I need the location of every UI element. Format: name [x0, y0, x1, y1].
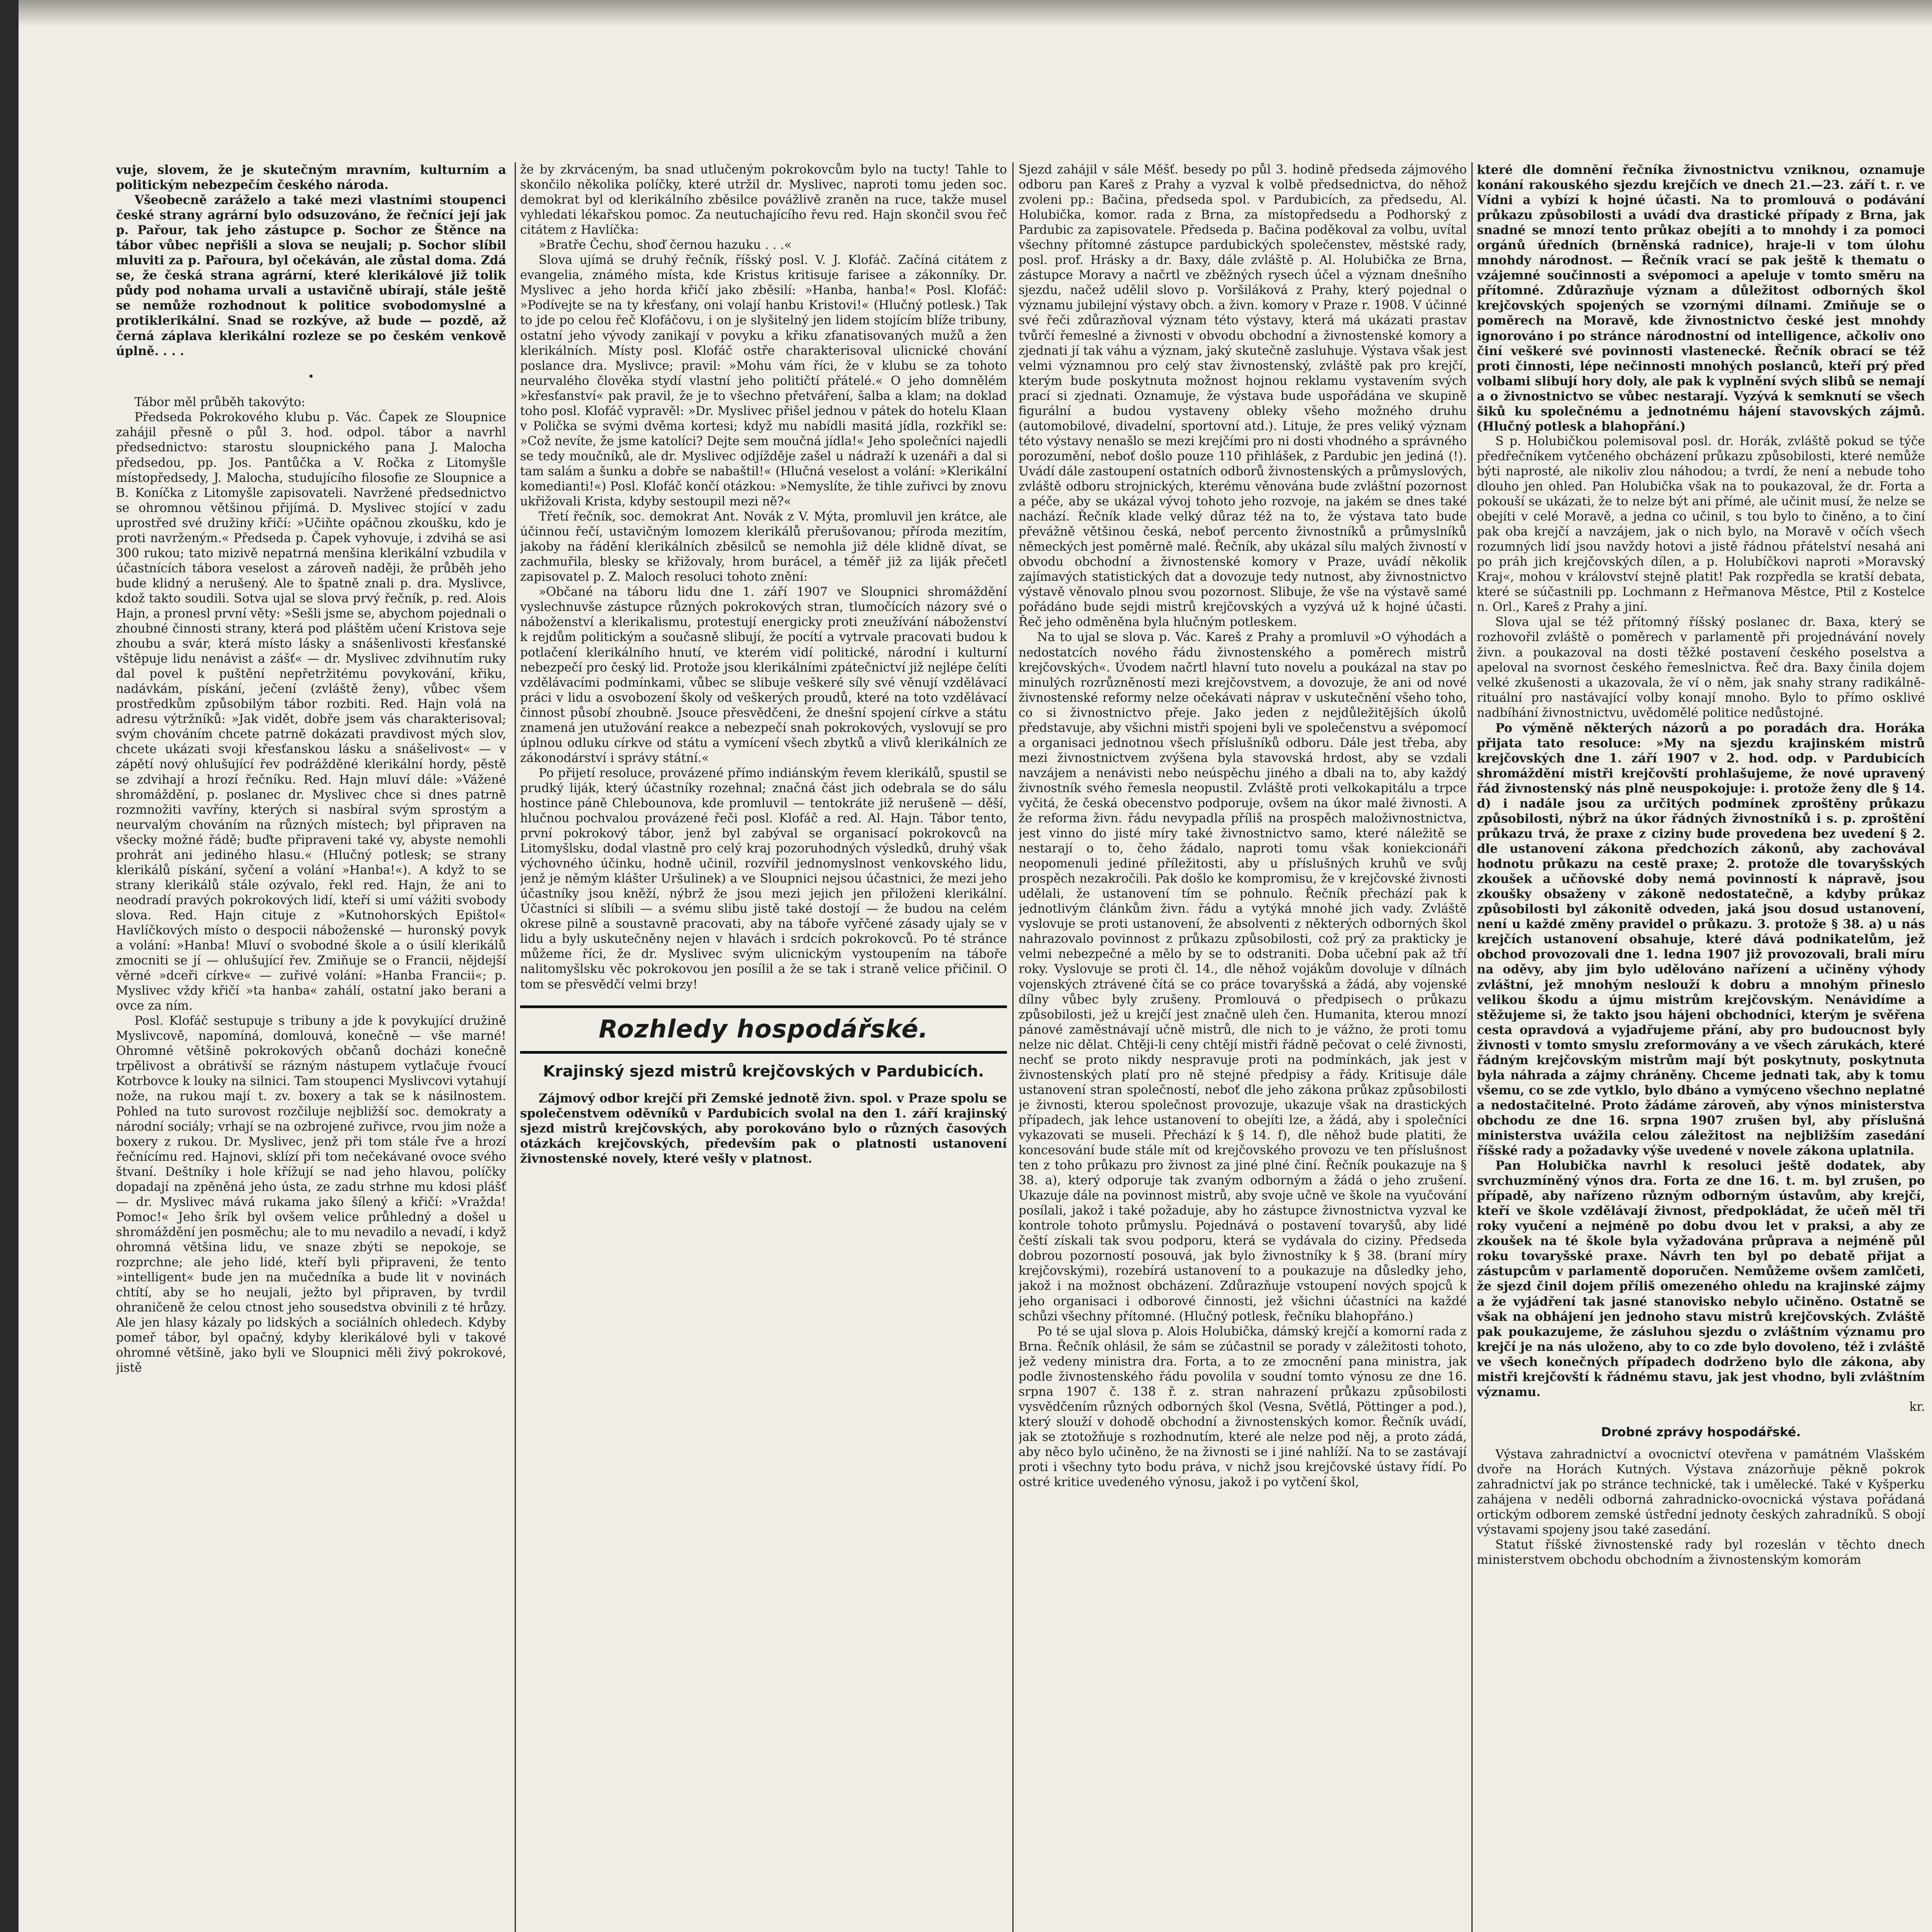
paragraph: Předseda Pokrokového klubu p. Vác. Čapek ze Sloupnice zahájil přesně o půl 3. hod. odpol. tábor a navrhl předsednictvo: starostu sloupnického pana J. Malocha předsedou, pp. Jos. Pantůčka a V. Ročka z Litomyšle místopředsedy, J. Malocha, studujícího filosofie ze Sloupnice a B. Koníčka z Litomyšle zapisovateli. Navržené předsednictvo se ohromnou většinou přijímá. D. Myslivec stojící v zadu uprostřed své družiny křičí: »Učiňte opáčnou zkoušku, kdo je proti navrženým.« Předseda p. Čapek vyhovuje, i zdvihá se asi 300 rukou; tato mizivě nepatrná menšina klerikální vzbudila v účastnících tábora veselost a zároveň naději, že průběh jeho bude klidný a nerušený. Ale to špatně znali p. dra. Myslivce, kdož takto soudili. Sotva ujal se slova prvý řečník, p. red. Alois Hajn, a pronesl první věty: »Sešli jsme se, abychom pojednali o zhoubné činnosti strany, která pod pláštěm učení Kristova seje zhoubu a svár, která místo lásky a snášenlivosti křesťanské vštěpuje lidu nenávist a zášť« — dr. Myslivec zdvihnutím ruky dal povel k puštění nepřetržitému povykování, křiku, nadávkám, pískání, ječení (zvláště ženy), vůbec všem prostředkům způsobilým tábor rozbiti. Red. Hajn volá na adresu výtržníků: »Jak vidět, dobře jsem vás charakterisoval; svým chováním chcete patrně dokázati pravdivost mých slov, chcete ukázati svoji křesťanskou lásku a snášelivost« — v zápětí nový ohlušující řev podrážděné klerikální hordy, pěstě se zdvihají a hrozí řečníku. Red. Hajn mluví dále: »Vážené shromáždění, p. poslanec dr. Myslivec chce si dnes patrně rozmnožiti vavříny, kterých si nasbíral svým sprostým a neurvalým chováním na různých místech; byl připraven na všecky možné řádě; buďte připraveni také vy, abyste nemohli prohrát ani jediného hlasu.« (Hlučný potlesk; se strany klerikálů pískání, syčení a volání »Hanba!«). A když to se strany klerikálů stále ozývalo, řekl red. Hajn, že ani to neodradí pravých pokrokových lidí, kteří si umí vážiti svobody slova. Red. Hajn cituje z »Kutnohorských Epištol« Havlíčkových místo o despocii náboženské — huronský povyk a volání: »Hanba! Mluví o svobodné škole a o úsilí klerikálů zmocniti se jí — ohlušující řev. Zmiňuje se o Francii, nějdejší věrné »dceři církve« — zuřivé volání: »Hanba Francii«; p. Myslivec vždy křičí »ta hanba« zahálí, ostatní jako berani a ovce za ním. — [116, 410, 506, 1013]
column-rule — [515, 162, 516, 1932]
paragraph: Pan Holubička navrhl k resoluci ještě dodatek, aby svrchuzmíněný výnos dra. Forta ze dne 16. t. m. byl zrušen, po případě, aby nařízeno různým odborným ústavům, aby krejčí, kteří ve škole vzdělávají živnost, předpokládat, že učeň měl tři roky vyučení a nejméně po dobu dvou let v praksi, a aby ze zkoušek na té škole byla vyžadována průprava a nejméně půl roku tovaryšské praxe. Návrh ten byl po debatě přijat a zástupcům v parlamentě doporučen. Nemůžeme ovšem zamlčeti, že sjezd činil dojem příliš omezeného ohledu na krajinské zájmy a že vyjádření tak jasné stanovisko nebylo učiněno. Ostatně se však na obhájení jen jednoho stavu mistrů krejčovských. Zvláště pak poukazujeme, že zásluhou sjezdu o zvláštním významu pro krejčí je na nás uloženo, aby to co zde bylo dovoleno, též i zvláště ve všech konečných případech dodrženo bylo dle zákona, aby mistři krejčovští k řádnému stavu, jak jest vhodno, byli zvláštním významu. — [1477, 1158, 1925, 1399]
resolution-text: »Občané na táboru lidu dne 1. září 1907 ve Sloupnici shromáždění vyslechnuvše zástupce různých pokrokových stran, tlumočících názory své o náboženství a klerikalismu, protestují energicky proti zneužívání náboženství k rejdům politickým a současně slibují, že pocítí a vytrvale pracovati budou k potlačení klerikálního hnutí, ve kterém vidí politické, národní i kulturní nebezpečí pro český lid. Protože jsou klerikálními zpátečnictví již nejlépe čelíti vzdělávacími podmínkami, vůbec se slibuje veškeré síly své věnují vzdělávací práci v lidu a osvobození školy od veškerých proudů, které na toto vzdělávací činnost působí zhoubně. Jsouce přesvědčeni, že dnešní spojení církve a státu znamená jen utužování reakce a nebezpečí snah pokrokových, vyslovují se pro úplnou odluku církve od státu a vymícení všech zbytků a vlivů klerikálních ze zákonodárství i správy státní.« — [520, 585, 1007, 765]
column-rule — [1012, 162, 1014, 1932]
column-2 — [520, 162, 1007, 1932]
paragraph: Na to ujal se slova p. Vác. Kareš z Prahy a promluvil »O výhodách a nedostatcích nového řádu živnostenského a poměrech mistrů krejčovských«. Úvodem načrtl hlavní tuto novelu a poukázal na stav po minulých rozrůzněností mezi krejčovstvem, a dovozuje, že ani od nové živnostenské reformy nelze očekávati náprav v uskutečnění všeho toho, co si živnostnictvo přeje. Jako jeden z nejdůležitějších úkolů představuje, aby všichni mistři spojeni byli ve společenstvu a svépomocí a organisaci jednotnou všech příslušníků odboru. Dále jest třeba, aby mezi živnostnictvem zvýšena byla stavovská hrdost, aby se vzdali navzájem a nenávisti nebo neúspěchu jiného a dbali na to, aby každý živnostník svého řemesla neopustil. Zvláště proti velkokapitálu a trpce vyčitá, že česká obecenstvo podporuje, ovšem na úkor malé živnosti. A že reforma živn. řádu nevypadla příliš na prospěch maloživnostnictva, jest vinno do jisté míry také živnostnictvo samo, které náležitě se nestarají o to, čeho žádalo, naproti tomu však koniekcionáři neopomenuli jediné příležitosti, aby u příslušných kruhů ve svůj prospěch nezakročili. Pak došlo ke kompromisu, že v krejčovské živnosti udělali, že ustanovení tím se pohnulo. Řečník přechází pak k jednotlivým článkům živn. řádu a vytýká mnohé jich vady. Zvláště vyslovuje se proti ustanovení, že absolventi z některých odborných škol nahrazovalo povinnost z průkazu způsobilosti, což prý za prakticky je velmi nebezpečné a mělo by se to odstraniti. Doba učební pak až tří roky. Vyslovuje se proti čl. 14., dle něhož vojákům dovoluje v dílnách vojenských ztrávené čítá se co práce tovaryšská a žádá, aby vojenské dílny vůbec byly zrušeny. Promlouvá o předpisech o průkazu způsobilosti, jež u krejčí jest značně uleh čen. Humanita, kterou mnozí pánové zaměstnávají učně mistrů, dle nich to je vážno, že proti tomu nelze nic dělat. Chtěji-li ceny chtějí mistři řádně pečovat o celé živnosti, nechť se proto nikdy nespravuje proti na podmínkách, jak jest v živnostenských platí pro ně stejné předpisy a řády. Kritisuje dále ustanovení stran společností, neboť dle jeho zákona průkaz způsobilosti je živnosti, kterou společnost provozuje, ukazuje však na drastických případech, jak lehce ustanovení to obejíti lze, a žádá, aby i společníci vykazovati se museli. Přechází k § 14. f), dle něhož bude platiti, že koncesování bude stále mít od krejčovského provozu ve ten příslušnost ten z toho průkazu pro živnost za jiné plné činí. Řečník poukazuje na § 38. a), který odporuje tak zvaným odborným a žádá o jeho zrušení. Ukazuje dále na povinnost mistrů, aby svoje učně ve škole na vyučování posílali, jakož i také požaduje, aby ho zástupce živnostnictva vyzval ke kontrole tohoto průmyslu. Pojednává o postavení tovaryšů, aby lidé čeští získali tak svou podporu, která se vydávala do ciziny. Předseda dobrou pozorností posouvá, jak bylo živnostníky k § 38. (braní míry krejčovskými), rozebírá ustanovení to a poukazuje na důsledky jeho, jakož i na možnost obcházení. Zdůrazňuje vstoupení nových spojců k jeho organisaci i odborové činnosti, jež všichni účastníci na každé schůzi všechny přítomné. (Hlučný potlesk, řečníku blahopřáno.) — [1019, 630, 1467, 1323]
subsection-title: Drobné zprávy hospodářské. — [1601, 1424, 1801, 1439]
paragraph: Slova ujímá se druhý řečník, říšský posl. V. J. Klofáč. Začíná citátem z evangelia, známého místa, kde Kristus kritisuje farisee a zákonníky. Dr. Myslivec a jeho horda křičí jako zběsilí: »Hanba, hanba!« Posl. Klofáč: »Podívejte se na ty křesťany, oni volají hanbu Kristovi!« (Hlučný potlesk.) Tak to jde po celou řeč Klofáčovu, i on je slyšitelný jen lidem stojícím blíže tribuny, ostatní jeho vývody zanikají v povyku a křiku zfanatisovaných mužů a žen klerikálních. Místy posl. Klofáč ostře charakterisoval ulicnické chování poslance dra. Myslivce; pravil: »Mohu vám říci, že v klubu se za tohoto neurvalého člověka stydí vlastní jeho političtí přátelé.« O jeho domnělém »křesťanství« pak pravil, že je to všechno přetváření, šalba a klam; na doklad toho posl. Klofáč vypravěl: »Dr. Myslivec přišel jednou v pátek do hotelu Klaan v Polička se svými dvěma kortesi; když mu nabídli masitá jídla, rozkřikl se: »Což nevíte, že jsme katolíci? Dejte sem moučná jídla!« Jeho společníci najedli se tedy moučníků, ale dr. Myslivec odjížděje zašel u nádraží k uzenáři a dal si tam salám a šunku a dobře se nabaštil!« (Hlučná veselost a volání: »Klerikální komedianti!«) Posl. Klofáč končí otázkou: »Nemyslíte, že tihle zuřivci by znovu ukřižovali Krista, kdyby sestoupil mezi ně?« — [520, 253, 1007, 509]
agrarian-paragraph: Všeobecně zaráželo a také mezi vlastními stoupenci české strany agrární bylo odsuzováno, že řečnící její jak p. Pařour, tak jeho zástupce p. Sochor ze Štěnce na tábor vůbec nepřišli a slova se neujali; p. Sochor slíbil mluviti za p. Pařoura, byl očekáván, ale zůstal doma. Zdá se, že česká strana agrární, které klerikálové již tolik půdy pod nohama urvali a ustavičně ubírají, stále ještě se nemůže rozhodnout k politice svobodomyslné a protiklerikální. Snad se rozkýve, až bude — pozdě, až černá záplava klerikální rozleze se po českém venkově úplně. . . . — [116, 193, 506, 358]
column-rule — [1471, 162, 1473, 1932]
section-header — [520, 1005, 1007, 1054]
column-3 — [1019, 162, 1467, 1932]
column-1 — [116, 162, 506, 1932]
paragraph: Tábor měl průběh takovýto: — [134, 395, 306, 410]
paragraph: Posl. Klofáč sestupuje s tribuny a jde k povykující družině Myslivcově, napomíná, domlouvá, konečně — vše marné! Ohromné většině pokrokových občanů docházi konečně trpělivost a obrátivší se rázným nástupem vytlačuje řvoucí Kotrbovce k louky na silnici. Tam stoupenci Myslivcovi vytahují nože, na rukou mají t. zv. boxery a tak se k násilnostem. Pohled na tuto surovost rozčiluje nejbližší soc. demokraty a národní sociály; vrhají se na ozbrojené zuřivce, rvou jim nože a boxery z rukou. Dr. Myslivec, jenž při tom stále řve a hrozí řečnícímu red. Hajnovi, sklízí při tom nečekávané ovoce svého štvaní. Deštníky i hole křížují se nad jeho hlavou, políčky dopadají na zpěněná jeho ústa, ze zadu strhne mu kdosi plášť — dr. Myslivec mává rukama jako šílený a křičí: »Vražda! Pomoc!« Jeho šrík byl ovšem velice průhledný a došel u shromáždění jen posměchu; ale to mu nevadilo a nevadí, i když ohromná většina lidu, ve snaze zbýti se nepokoje, se rozprchne; ale jeho lidé, kteří byli připraveni, že tento »intelligent« bude jen na mučedníka a bude lit v novinách chtítí, aby se ho neujali, ježto byl připraven, by tvrdil ohraničeně že celou ctnost jeho sousedstva obvinili z té hrůzy. Ale jen hlasy kázaly po lidských a sociálních ohledech. Kdyby pomeř tábor, byl opačný, kdyby klerikálové byli v takové ohromné většině, jako byli ve Sloupnici měli živý pokrokové, jistě — [116, 1014, 506, 1375]
article-title: Krajinský sjezd mistrů krejčovských v Pardubicích. — [543, 1062, 984, 1080]
paragraph: Slova ujal se též přítomný říšský poslanec dr. Baxa, který se rozhovořil zvláště o poměrech v parlamentě při projednávání novely živn. a poukazoval na dosti těžké postavení českého poselstva a apeloval na svornost českého řemeslnictva. Řeč dra. Baxy činila dojem velké zkušenosti a ukazovala, že ví o něm, jak snahy strany radikálně-rituální pro nastávající volby konají mnoho. Bylo to přímo osklivé nadbíhání živnostnictvu, uvědomělé politice nedůstojné. — [1477, 615, 1925, 720]
paragraph: Výstava zahradnictví a ovocnictví otevřena v památném Vlašském dvoře na Horách Kutných. Výstava znázorňuje pěkně pokrok zahradnictví jak po stránce technické, tak i umělecké. Také v Kyšperku zahájena v neděli odborná zahradnicko-ovocnická výstava pořádaná ortickým odborem zemské ústřední jednoty českých zahradníků. S obojí výstavami spojeny jsou také zasedání. — [1477, 1447, 1925, 1537]
scan-edge-top — [19, 0, 1932, 27]
paragraph: Sjezd zahájil v sále Měšť. besedy po půl 3. hodině předseda zájmového odboru pan Kareš z Prahy a vyzval k volbě předsednictva, do něhož zvoleni pp.: Bačina, předseda spol. v Pardubicích, za předsedu, Al. Holubička, komor. rada z Brna, za místopředsedu a Podhorský z Pardubic za zapisovatele. Předseda p. Bačina poděkoval za volbu, uvítal všechny přítomné zástupce pardubických společenstev, městské rady, posl. prof. Hrásky a dr. Baxy, dále zvláště p. Al. Holubička ze Brna, zástupce Moravy a načrtl ve zběžných rysech účel a význam dnešního sjezdu, načež udělil slovo p. Voršiláková z Prahy, který pojednal o významu jubilejní výstavy obch. a živn. komory v Praze r. 1908. V účinné své řeči zdůrazňoval význam této výstavy, která má ukázati prastav tvůrčí řemeslné a živnosti v obvodu obchodní a živnostenské komory a zjednati jí tak váhu a význam, jaký skutečně zasluhuje. Výstava však jest velmi významnou pro celý stav živnostenský, zvláště pak pro krejčí, kterým bude poskytnuta možnost hojnou reklamu vystavením svých prací si zjednati. Oznamuje, že výstava bude uspořádána ve skupině figurální a budou vystaveny obleky všeho možného druhu (automobilové, divadelní, sportovní atd.). Lituje, že pres veliký význam této výstavy nenašlo se mezi krejčími pro ni dosti vhodného a správného porozumění, neboť došlo pouze 110 přihlášek, z Pardubic jen jediná (!). Uvádí dále zastoupení ostatních odborů živnostenských a průmyslových, zvláště odboru strojnických, kterému věnována bude zvláštní pozornost a péče, aby se ukázal vývoj tohoto jeho rozvoje, na jakém se dnes také nachází. Řečník klade velký důraz též na to, že výstava tato bude převážně většinou česká, neboť percento živnostníků a průmyslníků německých jest poměrně malé. Řečník, aby ukázal sílu malých živností v obvodu obchodní a živnostenské komory v Praze, uvádí několik zajímavých statistických dat a dovozuje tedy nutnost, aby živnostnictvo výstavě věnovalo plnou svou pozornost. Slibuje, že vše na výstavě samé pořádáno bude sejdi mistrů krejčovských a vyzývá už k hojné účasti. Řeč jeho odměněna byla hlučným potleskem. — [1019, 163, 1467, 629]
havlicek-quote: »Bratře Čechu, shoď černou hazuku . . .« — [539, 238, 792, 252]
paragraph: Třetí řečník, soc. demokrat Ant. Novák z V. Mýta, promluvil jen krátce, ale účinnou řečí, ustavičným lomozem klerikálů přerušovanou; příroda mezitím, jakoby na řádění klerikálních zběsilců se nemohla již déle klidně dívat, se zachmuřila, blesky se křižovaly, hrom burácel, a téměř již za liják přečetl zapisovatel p. Z. Maloch resoluci tohoto znění: — [520, 510, 1007, 584]
resolution-text: Po výměně některých názorů a po poradách dra. Horáka přijata tato resoluce: »My na sjezdu krajinském mistrů krejčovských dne 1. září 1907 v 2. hod. odp. v Pardubicích shromáždění mistři krejčovští prohlašujeme, že nové upravený řád živnostenský nás plně neuspokojuje: i. protože ženy dle § 14. d) i nadále jsou za určitých podmínek zproštěny průkazu způsobilosti, nýbrž na úkor řádných živnostníků i s. p. zproštění průkazu trvá, že praxe z ciziny bude provedena bez uvedení § 2. dle ustanovení zákona předchozích zákonů, aby zachovával hodnotu průkazu na cestě praxe; 2. protože dle tovaryšských zkoušek a učňovské doby nemá povinností k nápravě, jsou zkoušky obsaženy v zákoně nedostatečně, a kdyby průkaz způsobilosti byl zákonitě odveden, jaká jsou dosud ustanovení, není u každé změny pravidel o průkazu. 3. protože § 38. a) u nás krejčích ustanovení obsahuje, které dává podnikatelům, jež obchod provozovali dne 1. ledna 1907 již provozovali, brali míru na oděvy, aby jim bylo udělováno nařízení a učiněny výhody zvláštní, jež mnohým neslouží k dobru a mnohým přineslo velikou škodu a újmu mistrům krejčovským. Nenávidíme a stěžujeme si, že takto jsou hájeni obchodníci, kterým je svěřena cesta opravdová a vyjadřujeme přání, aby pro budoucnost byly živnosti v tomto smyslu zreformovány a ve všech zárukách, které řádným krejčovským mistrům mají být poskytnuty, poskytnuta byla náhrada a zájmy chráněny. Chceme jednati tak, aby k tomu všemu, co se zde vytklo, bylo dbáno a vymýceno všechno neplatné a nedostačitelné. Proto žádáme zároveň, aby výnos ministerstva obchodu ze dne 16. srpna 1907 zrušen byl, aby příslušná ministerstva uvážila celou záležitost na nejbližším zasedání říšské rady a požadavky výše uvedené v novele zákona uplatnila. — [1477, 721, 1925, 1158]
section-title: Rozhledy hospodářské. — [599, 1015, 929, 1044]
paragraph: Po přijetí resoluce, provázené přímo indiánským řevem klerikálů, spustil se prudký liják, který účastníky rozehnal; značná část jich odebrala se do sálu hostince páně Chlebounova, kde promluvil — tentokráte již nerušeně — děší, hlučnou pochvalou provázené řeči posl. Klofáč a red. Al. Hajn. Tábor tento, první pokrokový tábor, jenž byl zabýval se organisací pokrokovců na Litomyšlsku, dodal vlastně pro celý kraj pozoruhodných výsledků, druhý však výchovného účinku, hodně učinil, rozvířil jednomyslnost venkovského lidu, jenž je němým klášter Uršulinek) a ve Sloupnici nejsou účastnici, že mezi jeho účastníky jsou kněží, nýbrž že jsou mezi jejich jen přiloženi klerikální. Účastníci si slíbili — a svému slibu jistě také dostojí — že budou na celém okrese pilně a soustavně pracovati, aby na táboře vyřčené zásady ujaly se v lidu a byly uskutečněny nejen v hlavách i srdcích pokrokovců. Po té stránce můžeme říci, že dr. Myslivec svým ulicnickým vystoupením na táboře nalitomyšlsku věc pokrokovou jen posílil a že se tak i straně velice přičinil. O tom se přesvědčí velmi brzy! — [520, 766, 1007, 992]
column-4 — [1477, 162, 1925, 1932]
paragraph: Statut říšské živnostenské rady byl rozeslán v těchto dnech ministerstvem obchodu obchodním a živnostenským komorám — [1477, 1537, 1925, 1567]
paragraph: které dle domnění řečníka živnostnictvu vzniknou, oznamuje konání rakouského sjezdu krejčích ve dnech 21.—23. září t. r. ve Vídni a vybízí k hojné účasti. Na to promlouvá o podávání průkazu způsobilosti a uvádí dva drastické případy z Brna, jak snadné se mnozí tento průkaz obejíti a to mnohdy i za pomoci orgánů úředních (brněnská radnice), hraje-li v tom úlohu mnohdy národnost. — Řečník vrací se pak ještě k thematu o vzájemné součinnosti a svépomoci a apeluje v tomto směru na přítomné. Zdůrazňuje význam a důležitost odborných škol krejčovských spojených se vzornými dílnami. Zmiňuje se o poměrech na Moravě, kde živnostnictvo české jest mnohdy ignorováno i po stránce národnostní od intelligence, ačkoliv ono činí veškeré své povinnosti vlastenecké. Řečník obrací se též proti činnosti, lépe nečinnosti mnohých poslanců, kteří prý před volbami slibují hory doly, ale pak k vyplnění svých slibů se nemají a o živnostnictvo se vůbec nestarají. Vyzývá k semknutí se všech šiků ku společnému a jednotnému hájení stavovských zájmů. (Hlučný potlesk a blahopřání.) — [1477, 163, 1925, 434]
scan-edge-left — [0, 0, 19, 1932]
separator-bullet: • — [308, 370, 315, 383]
paragraph: S p. Holubičkou polemisoval posl. dr. Horák, zvláště pokud se týče předřečníkem vytčeného obcházení průkazu způsobilosti, které nemůže býti naprosté, ale nikoliv zlou náhodou; a tvrdí, že není a nebude toho dlouho jen ohled. Pan Holubička však na to poukazoval, že dr. Forta a pokouší se ukázati, že to nelze být ani přímé, ale učinit musí, že nelze se obejíti v celé Moravě, a jedna co učinil, s tou bylo to činěno, a to činí pak oba krejčí a navzájem, jak o nich bylo, na Moravě v očích všech rozumných lidí jsou navždy hotovi a jistě řádnou přátelství nesahá ani po práh jich krejčovských dílen, a p. Holubíčkovi naproti »Moravský Kraj«, mohou v království stejně platit! Pak rozpředla se kratší debata, které se súčastnili pp. Lochmann z Heřmanova Městce, Ptil z Kostelce n. Orl., Kareš z Prahy a jiní. — [1477, 434, 1925, 614]
paragraph: že by zkrváceným, ba snad utlučeným pokrokovcům bylo na tucty! Tahle to skončilo několika políčky, které utržil dr. Myslivec, naproti tomu jeden soc. demokrat byl od klerikálního zběsilce povážlivě zraněn na ruce, takže musel vyhledati lékařskou pomoc. Za neutuchajícího řevu red. Hajn skončil svou řeč citátem z Havlíčka: — [520, 163, 1007, 237]
paragraph: Po té se ujal slova p. Alois Holubička, dámský krejčí a komorní rada z Brna. Řečník ohlásil, že sám se zúčastnil se porady v záležitosti tohoto, jež vedeny ministra dra. Forta, a to ze zmocnění pana ministra, jak podle živnostenského řádu povolila v soudní tomto výnosu ze dne 16. srpna 1907 č. 138 ř. z. stran nahrazení průkazu způsobilosti vysvědčením různých odborných škol (Vesna, Světlá, Pöttinger a pod.), který slouží v dohodě obchodní a živnostenských komor. Řečník uvádí, jak se ztotožňuje s rozhodnutím, které ale nelze pod něj, a proto zádá, aby něco bylo učiněno, že na živnosti se i jiné nahlíží. Na to se zastávají proti i všechny tyto bodu práva, v nichž jsou krejčovské ústavy řídí. Po ostré kritice uvedeného výnosu, jakož i po vytčení škol, — [1019, 1324, 1467, 1490]
intro-paragraph: vuje, slovem, že je skutečným mravním, kulturním a politickým nebezpečím českého národa. — [116, 163, 506, 192]
author-sign: kr. — [1909, 1400, 1925, 1414]
article-lead: Zájmový odbor krejčí při Zemské jednotě živn. spol. v Praze spolu se společenstvem oděvníků v Pardubicích svolal na den 1. září krajinský sjezd mistrů krejčovských, aby porokováno bylo o různých časových otázkách krejčovských, především pak o platnosti ustanovení živnostenské novely, které vešly v platnost. — [520, 1091, 1007, 1166]
